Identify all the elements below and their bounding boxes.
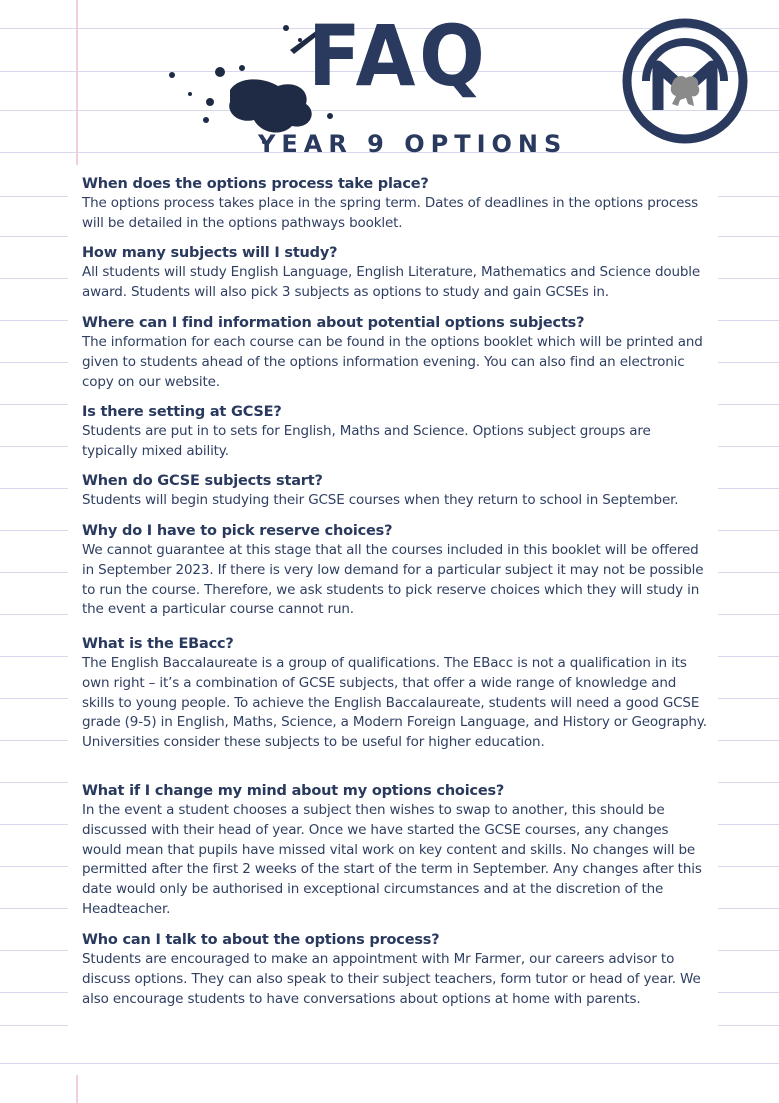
faq-item xyxy=(82,473,710,511)
faq-question: What is the EBacc? xyxy=(82,636,234,652)
faq-answer: The information for each course can be found in the options booklet which will be printed and given to students ahead of the options information evening. You can also find an electronic copy on our website. xyxy=(82,334,703,390)
faq-question: Is there setting at GCSE? xyxy=(82,404,282,420)
faq-question: Who can I talk to about the options process? xyxy=(82,932,440,948)
faq-answer: We cannot guarantee at this stage that all the courses included in this booklet will be offered in September 2023. If there is very low demand for a particular subject it may not be possible to run the course. Therefore, we ask students to pick reserve choices which they will study in the event a particular course cannot run. xyxy=(82,542,704,618)
page-subtitle: YEAR 9 OPTIONS xyxy=(258,130,568,158)
faq-item xyxy=(82,523,710,620)
faq-question: When does the options process take place? xyxy=(82,176,429,192)
faq-question: Why do I have to pick reserve choices? xyxy=(82,523,393,539)
faq-item xyxy=(82,245,710,303)
faq-answer: The options process takes place in the spring term. Dates of deadlines in the options process will be detailed in the options pathways booklet. xyxy=(82,195,699,231)
faq-item xyxy=(82,315,710,392)
faq-item xyxy=(82,176,710,234)
faq-answer: All students will study English Language, English Literature, Mathematics and Science double award. Students will also pick 3 subjects as options to study and gain GCSEs in. xyxy=(82,264,701,300)
margin-line xyxy=(76,0,78,165)
page-title: FAQ xyxy=(308,7,489,105)
faq-answer: In the event a student chooses a subject then wishes to swap to another, this should be discussed with their head of year. Once we have started the GCSE courses, any changes would mean that pupils have missed vital work on key content and skills. No changes will be permitted after the first 2 weeks of the start of the term in September. Any changes after this date would only be authorised in exceptional circumstances and at the discretion of the Headteacher. xyxy=(82,802,702,917)
faq-answer: Students will begin studying their GCSE courses when they return to school in September. xyxy=(82,492,679,508)
faq-item xyxy=(82,636,710,753)
faq-item xyxy=(82,783,710,920)
faq-answer: Students are encouraged to make an appointment with Mr Farmer, our careers advisor to discuss options. They can also speak to their subject teachers, form tutor or head of year. We also encourage students to have conversations about options at home with parents. xyxy=(82,951,701,1007)
faq-item xyxy=(82,932,710,1009)
faq-answer: Students are put in to sets for English, Maths and Science. Options subject groups are typically mixed ability. xyxy=(82,423,651,459)
faq-question: Where can I find information about potential options subjects? xyxy=(82,315,585,331)
faq-item xyxy=(82,404,710,462)
faq-answer: The English Baccalaureate is a group of qualifications. The EBacc is not a qualification in its own right – it’s a combination of GCSE subjects, that offer a wide range of knowledge and skills to young people. To achieve the English Baccalaureate, students will need a good GCSE grade (9-5) in English, Maths, Science, a Modern Foreign Language, and History or Geography. Universities consider these subjects to be useful for higher education. xyxy=(82,655,707,751)
school-crest-lion-icon xyxy=(622,18,748,144)
faq-question: When do GCSE subjects start? xyxy=(82,473,323,489)
faq-question: How many subjects will I study? xyxy=(82,245,338,261)
faq-question: What if I change my mind about my options choices? xyxy=(82,783,505,799)
margin-line xyxy=(76,1075,78,1103)
